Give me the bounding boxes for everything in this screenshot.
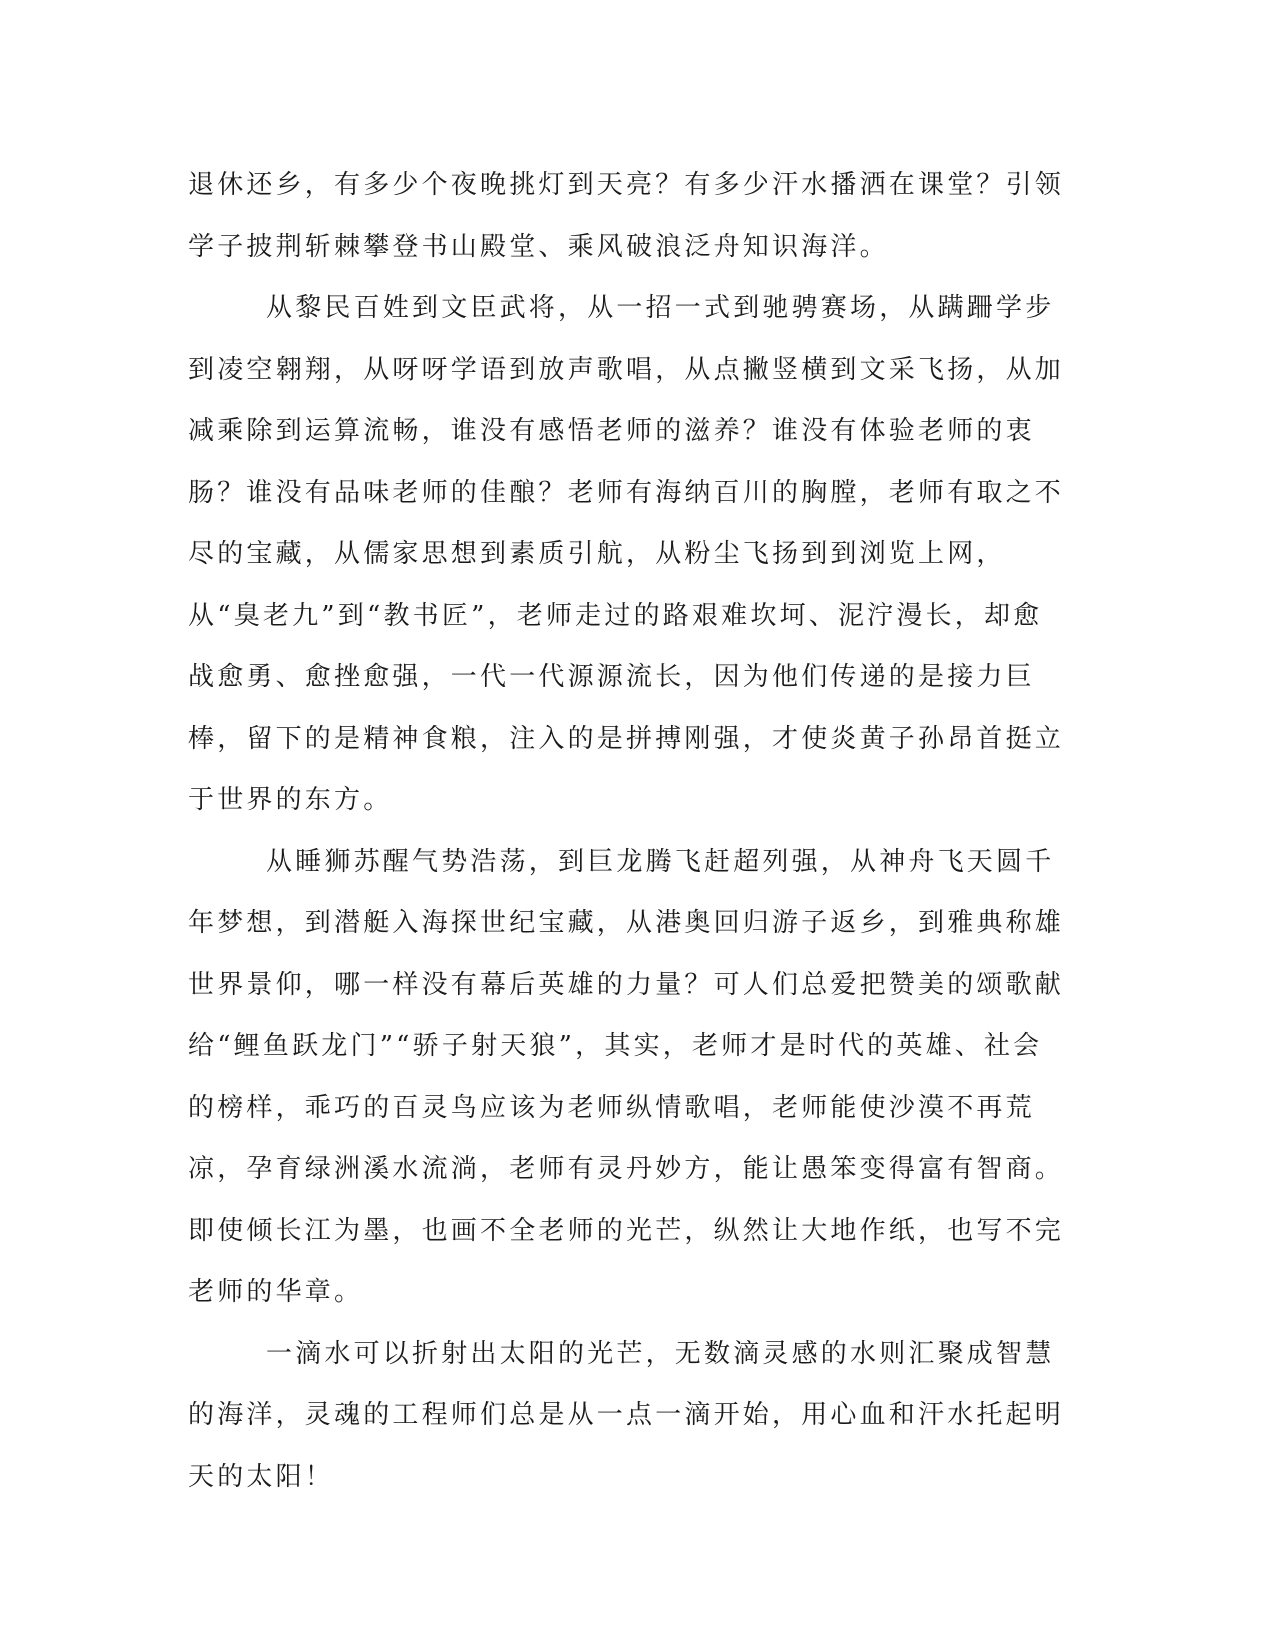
paragraph-3: 从睡狮苏醒气势浩荡，到巨龙腾飞赶超列强，从神舟飞天圆千年梦想，到潜艇入海探世纪宝藏，从港奥回归游子返乡，到雅典称雄世界景仰，哪一样没有幕后英雄的力量？可人们总爱把赞美的颂歌献给“鲤鱼跃龙门”“骄子射天狼”，其实，老师才是时代的英雄、社会的榜样，乖巧的百灵鸟应该为老师纵情歌唱，老师能使沙漠不再荒凉，孕育绿洲溪水流淌，老师有灵丹妙方，能让愚笨变得富有智商。即使倾长江为墨，也画不全老师的光芒，纵然让大地作纸，也写不完老师的华章。 xyxy=(188,846,1065,1307)
document-body xyxy=(188,155,1068,1508)
paragraph-1: 退休还乡，有多少个夜晚挑灯到天亮？有多少汗水播洒在课堂？引领学子披荆斩棘攀登书山殿堂、乘风破浪泛舟知识海洋。 xyxy=(188,170,1065,262)
paragraph-2: 从黎民百姓到文臣武将，从一招一式到驰骋赛场，从蹒跚学步到凌空翱翔，从呀呀学语到放声歌唱，从点撇竖横到文采飞扬，从加减乘除到运算流畅，谁没有感悟老师的滋养？谁没有体验老师的衷肠？谁没有品味老师的佳酿？老师有海纳百川的胸膛，老师有取之不尽的宝藏，从儒家思想到素质引航，从粉尘飞扬到到浏览上网，从“臭老九”到“教书匠”，老师走过的路艰难坎坷、泥泞漫长，却愈战愈勇、愈挫愈强，一代一代源源流长，因为他们传递的是接力巨棒，留下的是精神食粮，注入的是拼搏刚强，才使炎黄子孙昂首挺立于世界的东方。 xyxy=(188,293,1065,815)
paragraph-4: 一滴水可以折射出太阳的光芒，无数滴灵感的水则汇聚成智慧的海洋，灵魂的工程师们总是从一点一滴开始，用心血和汗水托起明天的太阳！ xyxy=(188,1338,1065,1492)
